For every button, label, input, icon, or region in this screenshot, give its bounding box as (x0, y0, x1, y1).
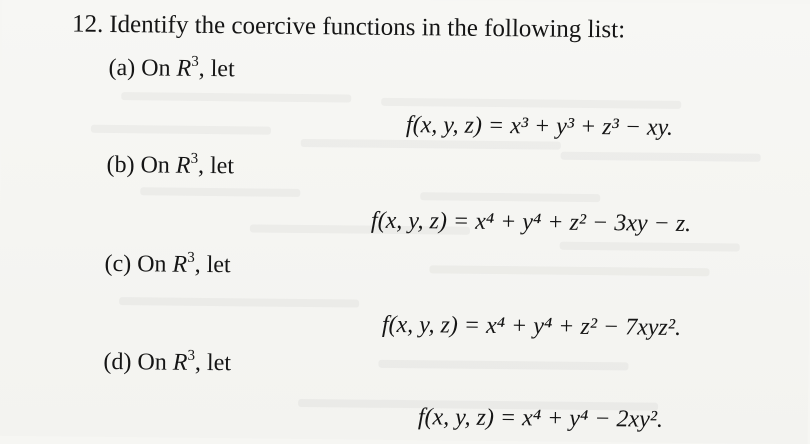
part-d-equation: f(x, y, z) = x⁴ + y⁴ − 2xy². (417, 404, 664, 433)
part-a-label: (a) On $R^3$, let (108, 53, 235, 83)
space-exponent: 3 (191, 53, 199, 70)
part-d-label: (d) On $R^3$, let (103, 347, 232, 377)
problem-text: Identify the coercive functions in the following list: (109, 10, 626, 44)
part-a-equation: f(x, y, z) = x³ + y³ + z³ − xy. (405, 112, 674, 141)
space-symbol: R (176, 55, 192, 82)
problem-heading (72, 11, 625, 45)
part-c-label: (c) On $R^3$, let (104, 249, 231, 279)
space-exponent: 3 (190, 150, 199, 167)
part-b-equation: f(x, y, z) = x⁴ + y⁴ + z² − 3xy − z. (370, 207, 692, 238)
part-b-label: (b) On $R^3$, let (106, 150, 235, 180)
space-exponent: 3 (187, 249, 195, 266)
part-c-equation: f(x, y, z) = x⁴ + y⁴ + z² − 7xyz². (381, 311, 682, 341)
space-symbol: R (172, 349, 188, 376)
problem-number: 12. (71, 10, 104, 38)
space-exponent: 3 (187, 347, 196, 364)
space-symbol: R (172, 251, 188, 278)
space-symbol: R (175, 152, 191, 179)
